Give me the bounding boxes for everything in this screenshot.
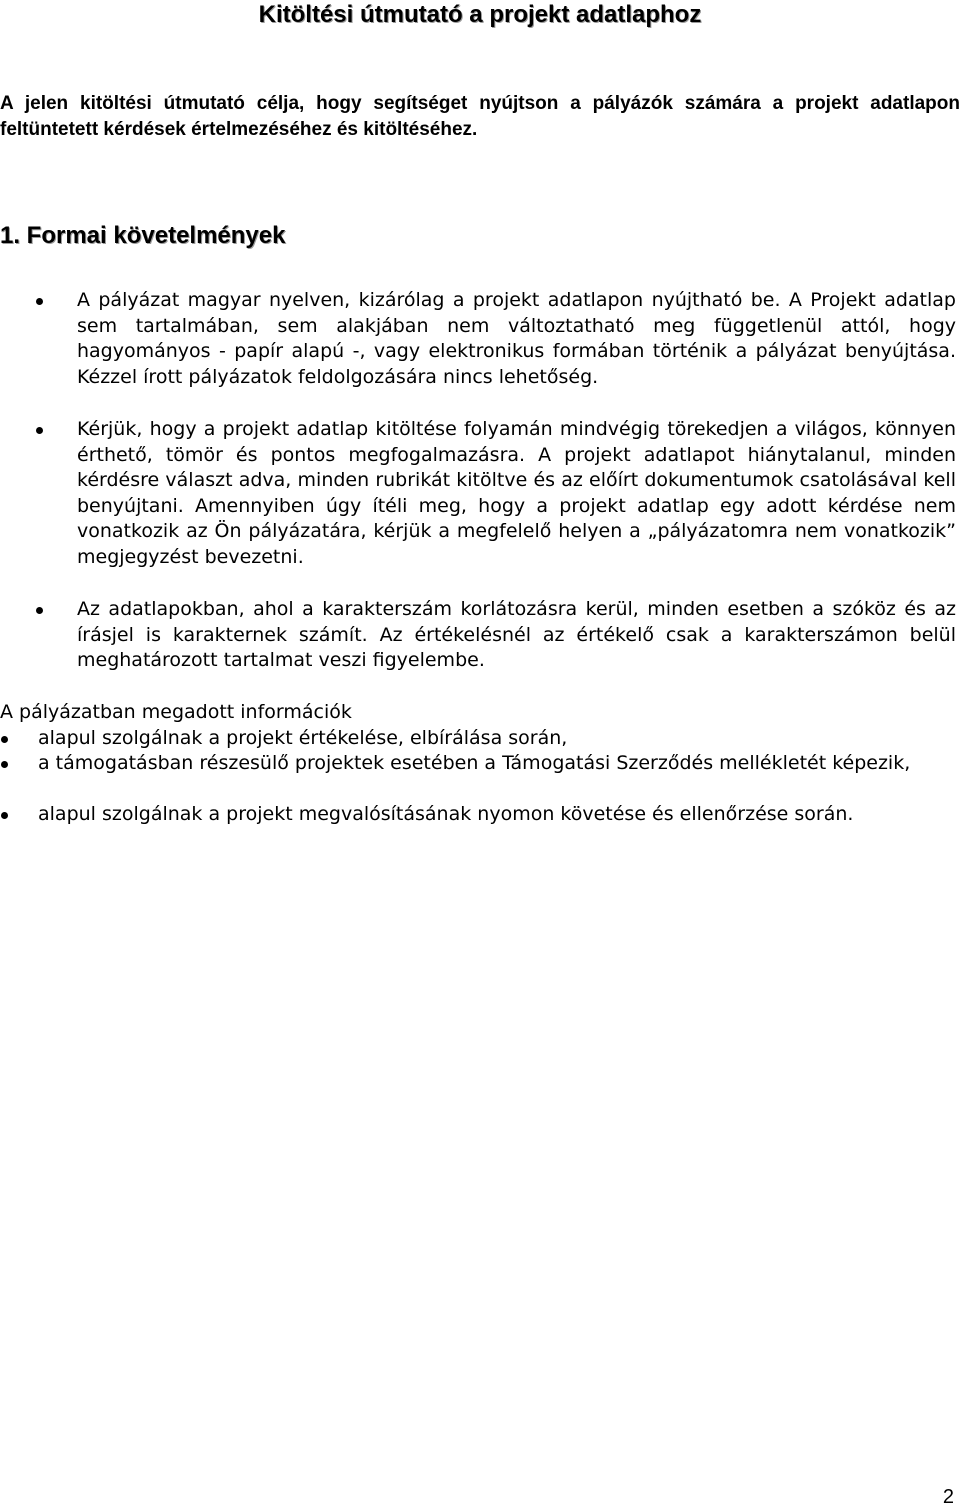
section-heading: 1. Formai követelmények bbox=[0, 222, 286, 249]
bullet-icon bbox=[36, 607, 43, 614]
requirement-text: Az adatlapokban, ahol a karakterszám korlátozásra kerül, minden esetben a szóköz és az írásjel is karakternek számít. Az értékelésnél az értékelő csak a karakterszámon belül meghatározott tartalmat veszi figyelembe. bbox=[77, 598, 956, 672]
bullet-icon bbox=[1, 736, 8, 743]
page-number: 2 bbox=[942, 1486, 954, 1508]
info-text: alapul szolgálnak a projekt értékelése, elbírálása során, bbox=[38, 727, 568, 749]
requirement-text: Kérjük, hogy a projekt adatlap kitöltése folyamán mindvégig törekedjen a világos, könnyen érthető, tömör és pontos megfogalmazásra. A projekt adatlapot hiánytalanul, minden kérdésre választ adva, minden rubrikát kitöltve és az előírt dokumentumok csatolásával kell benyújtani. Amennyiben úgy ítéli meg, hogy a projekt adatlap egy adott kérdése nem vonatkozik az Ön pályázatára, kérjük a megfelelő helyen a „pályázatomra nem vonatkozik” megjegyzést bevezetni. bbox=[77, 418, 956, 568]
requirement-text: A pályázat magyar nyelven, kizárólag a projekt adatlapon nyújtható be. A Projekt adatlap sem tartalmában, sem alakjában nem változtatható meg függetlenül attól, hogy hagyományos - papír alapú -, vagy elektronikus formában történik a pályázat benyújtása. Kézzel írott pályázatok feldolgozására nincs lehetőség. bbox=[77, 289, 956, 388]
info-text: alapul szolgálnak a projekt megvalósításának nyomon követése és ellenőrzése során. bbox=[38, 803, 854, 825]
info-text: a támogatásban részesülő projektek esetében a Támogatási Szerződés mellékletét képezik, bbox=[38, 752, 911, 774]
document-title: Kitöltési útmutató a projekt adatlaphoz bbox=[258, 1, 702, 28]
info-lead: A pályázatban megadott információk bbox=[0, 701, 352, 723]
bullet-icon bbox=[36, 427, 43, 434]
bullet-icon bbox=[1, 812, 8, 819]
bullet-icon bbox=[36, 298, 43, 305]
intro-paragraph: A jelen kitöltési útmutató célja, hogy segítséget nyújtson a pályázók számára a projekt adatlapon feltüntetett kérdések értelmezéséhez és kitöltéséhez. bbox=[0, 93, 960, 140]
bullet-icon bbox=[1, 761, 8, 768]
